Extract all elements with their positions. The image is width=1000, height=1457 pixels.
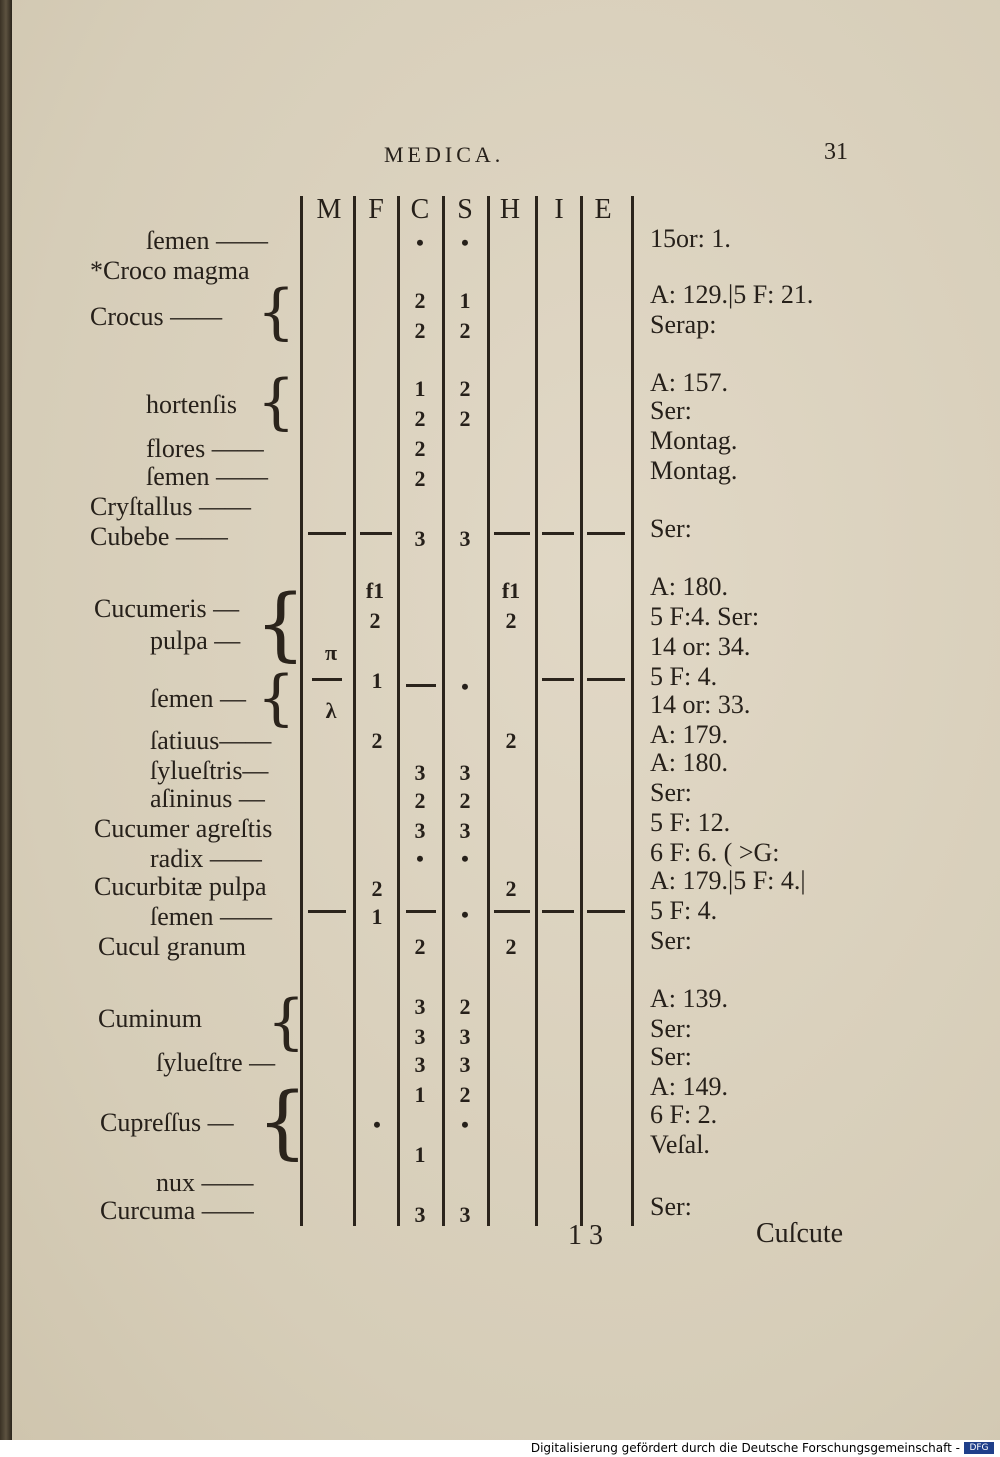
table-cell: 2 bbox=[459, 1082, 471, 1107]
table-cell: 2 bbox=[459, 376, 471, 401]
row-label: aſininus — bbox=[150, 784, 265, 813]
row-label: Cuminum bbox=[98, 1004, 203, 1033]
table-cell: • bbox=[373, 1112, 381, 1137]
row-label: flores —— bbox=[146, 434, 264, 463]
table-cell: 3 bbox=[414, 1024, 426, 1049]
table-cell: 2 bbox=[505, 934, 517, 959]
dfg-logo: DFG bbox=[964, 1442, 994, 1454]
row-label: radix —— bbox=[150, 844, 262, 873]
dash-mark bbox=[406, 684, 436, 687]
brace-hortensis: { bbox=[257, 367, 296, 437]
table-cell: 2 bbox=[414, 436, 426, 461]
table-cell: • bbox=[416, 230, 424, 255]
reference-text: Serap: bbox=[650, 310, 717, 339]
table-cell: • bbox=[461, 846, 469, 871]
brace-cupressus: { bbox=[257, 1075, 308, 1168]
table-rule bbox=[535, 196, 538, 1226]
table-cell: 2 bbox=[459, 318, 471, 343]
table-cell: 3 bbox=[414, 760, 426, 785]
book-spine bbox=[0, 0, 12, 1440]
table-cell: 2 bbox=[414, 406, 426, 431]
table-cell: 2 bbox=[414, 466, 426, 491]
reference-text: A: 157. bbox=[650, 368, 728, 397]
table-rule bbox=[300, 196, 303, 1226]
row-label: ſemen — bbox=[150, 684, 247, 713]
table-cell: • bbox=[461, 230, 469, 255]
table-cell: 2 bbox=[414, 788, 426, 813]
signature-mark: 1 3 bbox=[568, 1220, 603, 1251]
reference-text: 14 or: 33. bbox=[650, 690, 751, 719]
table-cell: 1 bbox=[459, 288, 471, 313]
table-cell: 2 bbox=[459, 406, 471, 431]
digitization-footer bbox=[0, 1440, 1000, 1457]
row-label: ſemen —— bbox=[146, 462, 269, 491]
table-cell: 2 bbox=[371, 876, 383, 901]
running-title: MEDICA. bbox=[384, 142, 505, 167]
table-cell: 2 bbox=[369, 608, 381, 633]
table-cell: λ bbox=[325, 698, 337, 723]
table-cell: 2 bbox=[505, 728, 517, 753]
table-cell: 2 bbox=[414, 934, 426, 959]
table-cell: 2 bbox=[459, 788, 471, 813]
row-label: ſylueſtre — bbox=[156, 1048, 276, 1077]
column-header-e: E bbox=[594, 194, 612, 225]
column-header-i: I bbox=[554, 194, 564, 225]
reference-text: Ser: bbox=[650, 1014, 692, 1043]
row-label: ſatiuus—— bbox=[150, 726, 272, 755]
table-cell: f1 bbox=[365, 578, 385, 603]
reference-text: Ser: bbox=[650, 926, 692, 955]
dash-mark bbox=[312, 678, 342, 681]
reference-text: 15or: 1. bbox=[650, 224, 731, 253]
reference-text: Ser: bbox=[650, 1042, 692, 1071]
reference-text: A: 180. bbox=[650, 572, 728, 601]
table-cell: 3 bbox=[459, 526, 471, 551]
table-cell: 1 bbox=[414, 1142, 426, 1167]
reference-text: Veſal. bbox=[650, 1130, 710, 1159]
reference-text: 5 F: 4. bbox=[650, 896, 718, 925]
table-rule bbox=[487, 196, 490, 1226]
table-cell: 1 bbox=[371, 668, 383, 693]
dash-mark bbox=[542, 678, 574, 681]
table-cell: 2 bbox=[505, 608, 517, 633]
row-label: Cucumer agreſtis bbox=[94, 814, 273, 843]
dash-mark bbox=[542, 532, 574, 535]
row-label: Cucumeris — bbox=[94, 594, 240, 623]
table-cell: 2 bbox=[371, 728, 383, 753]
column-header-f: F bbox=[368, 194, 384, 225]
table-cell: 1 bbox=[371, 904, 383, 929]
brace-semen: { bbox=[257, 663, 296, 733]
catchword: Cuſcute bbox=[756, 1218, 844, 1249]
row-label: pulpa — bbox=[150, 626, 241, 655]
row-label: Cupreſſus — bbox=[100, 1108, 234, 1137]
reference-text: 5 F: 12. bbox=[650, 808, 731, 837]
digitization-notice: Digitalisierung gefördert durch die Deutsche Forschungsgemeinschaft - bbox=[530, 1441, 960, 1455]
table-cell: 3 bbox=[414, 526, 426, 551]
dash-mark bbox=[587, 910, 625, 913]
row-label: *Croco magma bbox=[90, 256, 250, 285]
reference-text: A: 179.|5 F: 4.| bbox=[650, 866, 806, 895]
table-rule bbox=[580, 196, 583, 1226]
reference-text: 5 F: 4. bbox=[650, 662, 718, 691]
table-rule bbox=[631, 196, 634, 1226]
row-label: hortenſis bbox=[146, 390, 237, 419]
reference-text: A: 179. bbox=[650, 720, 728, 749]
row-label: nux —— bbox=[156, 1168, 254, 1197]
book-page bbox=[12, 0, 1000, 1440]
row-label: Crocus —— bbox=[90, 302, 223, 331]
table-cell: 3 bbox=[459, 1052, 471, 1077]
dash-mark bbox=[308, 910, 346, 913]
dash-mark bbox=[542, 910, 574, 913]
dash-mark bbox=[494, 532, 530, 535]
row-label: ſemen —— bbox=[146, 226, 269, 255]
table-cell: • bbox=[461, 1112, 469, 1137]
row-label: Curcuma —— bbox=[100, 1196, 254, 1225]
dash-mark bbox=[494, 910, 530, 913]
reference-text: Montag. bbox=[650, 456, 738, 485]
column-header-h: H bbox=[499, 194, 521, 225]
table-cell: 2 bbox=[505, 876, 517, 901]
table-cell: • bbox=[416, 846, 424, 871]
table-cell: 3 bbox=[414, 994, 426, 1019]
dash-mark bbox=[587, 532, 625, 535]
dash-mark bbox=[406, 910, 436, 913]
table-cell: 1 bbox=[414, 1082, 426, 1107]
table-rule bbox=[353, 196, 356, 1226]
table-cell: 2 bbox=[414, 318, 426, 343]
table-cell: 3 bbox=[459, 818, 471, 843]
row-label: Cucurbitæ pulpa bbox=[94, 872, 267, 901]
table-cell: 1 bbox=[414, 376, 426, 401]
reference-text: Montag. bbox=[650, 426, 738, 455]
dash-mark bbox=[360, 532, 392, 535]
table-cell: f1 bbox=[501, 578, 521, 603]
row-label: ſylueſtris— bbox=[150, 756, 269, 785]
page-number: 31 bbox=[824, 139, 848, 165]
reference-text: 14 or: 34. bbox=[650, 632, 751, 661]
table-cell: 3 bbox=[459, 760, 471, 785]
row-label: Cryſtallus —— bbox=[90, 492, 252, 521]
reference-text: 6 F: 6. ( >G: bbox=[650, 838, 780, 867]
table-rule bbox=[442, 196, 445, 1226]
row-label: ſemen —— bbox=[150, 902, 273, 931]
reference-text: Ser: bbox=[650, 396, 692, 425]
brace-cucumeris: { bbox=[255, 577, 306, 670]
reference-text: Ser: bbox=[650, 778, 692, 807]
reference-text: Ser: bbox=[650, 1192, 692, 1221]
row-label: Cucul granum bbox=[98, 932, 247, 961]
table-rule bbox=[397, 196, 400, 1226]
column-header-m: M bbox=[316, 194, 342, 225]
table-cell: 2 bbox=[459, 994, 471, 1019]
table-cell: • bbox=[461, 902, 469, 927]
table-cell: • bbox=[461, 674, 469, 699]
table-cell: 3 bbox=[459, 1024, 471, 1049]
reference-text: A: 180. bbox=[650, 748, 728, 777]
table-cell: 2 bbox=[414, 288, 426, 313]
brace-cuminum: { bbox=[267, 987, 306, 1057]
column-header-c: C bbox=[410, 194, 430, 225]
row-label: Cubebe —— bbox=[90, 522, 228, 551]
dash-mark bbox=[587, 678, 625, 681]
reference-text: A: 129.|5 F: 21. bbox=[650, 280, 814, 309]
reference-text: A: 139. bbox=[650, 984, 728, 1013]
column-header-s: S bbox=[457, 194, 473, 225]
table-cell: 3 bbox=[414, 1052, 426, 1077]
dash-mark bbox=[308, 532, 346, 535]
brace-crocus: { bbox=[257, 277, 296, 347]
reference-text: 6 F: 2. bbox=[650, 1100, 718, 1129]
reference-text: 5 F:4. Ser: bbox=[650, 602, 760, 631]
reference-text: A: 149. bbox=[650, 1072, 728, 1101]
table-cell: π bbox=[324, 640, 338, 665]
table-cell: 3 bbox=[414, 818, 426, 843]
reference-text: Ser: bbox=[650, 514, 692, 543]
table-cell: 3 bbox=[414, 1202, 426, 1227]
table-cell: 3 bbox=[459, 1202, 471, 1227]
